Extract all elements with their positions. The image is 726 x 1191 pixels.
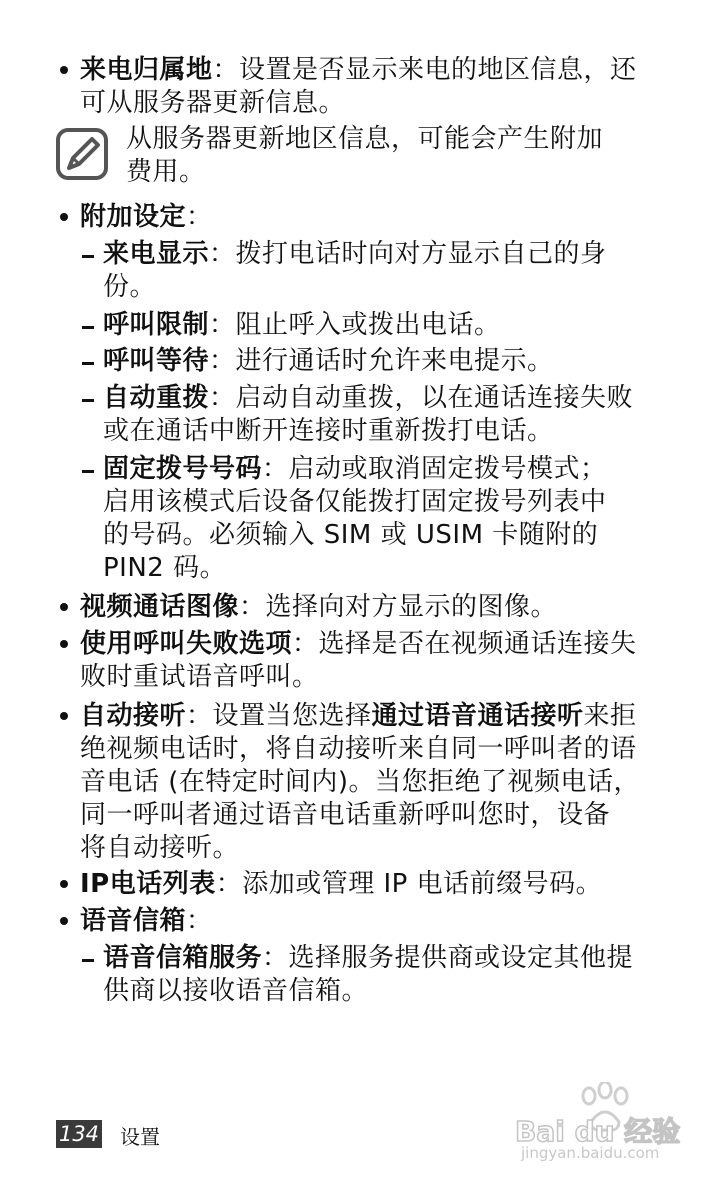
subitem-call-barring xyxy=(103,309,501,342)
note-text: 费用。 xyxy=(126,157,206,187)
watermark-url: jingyan.baidu.com xyxy=(521,1144,660,1162)
item-label: 使用呼叫失败选项 xyxy=(80,629,293,659)
item-text: 同一呼叫者通过语音电话重新呼叫您时，设备 xyxy=(80,800,611,830)
item-text: ：阻止呼入或拨出电话。 xyxy=(209,310,501,340)
bullet xyxy=(60,712,68,720)
bullet xyxy=(60,66,68,74)
item-caller-location xyxy=(80,54,637,120)
item-label: 来电归属地 xyxy=(80,55,213,85)
note-pencil-icon xyxy=(56,128,108,180)
subitem-voicemail-service xyxy=(103,942,633,1008)
item-text: 的号码。必须输入 SIM 或 USIM 卡随附的 xyxy=(103,520,599,550)
note-text: 从服务器更新地区信息，可能会产生附加 xyxy=(126,124,604,154)
note xyxy=(126,123,603,189)
item-text: 音电话 (在特定时间内)。当您拒绝了视频电话， xyxy=(80,767,641,797)
item-text: ： xyxy=(186,202,213,232)
item-text: 供商以接收语音信箱。 xyxy=(103,976,369,1006)
dash-marker xyxy=(82,470,94,473)
subitem-fixed-dialing xyxy=(103,453,607,585)
item-text: PIN2 码。 xyxy=(103,553,227,583)
dash-marker xyxy=(82,959,94,962)
item-label: 来电显示 xyxy=(103,239,210,269)
item-text: 启用该模式后设备仅能拨打固定拨号列表中 xyxy=(103,487,607,517)
item-text: 来拒 xyxy=(583,701,637,731)
item-label: 固定拨号号码 xyxy=(103,454,263,484)
section-label: 设置 xyxy=(120,1125,160,1149)
item-text: ：选择是否在视频通话连接失 xyxy=(292,629,637,659)
bullet xyxy=(60,880,68,888)
dash-marker xyxy=(82,255,94,258)
bullet xyxy=(60,213,68,221)
item-label: 视频通话图像 xyxy=(80,592,240,622)
bullet xyxy=(60,603,68,611)
item-text: ：选择服务提供商或设定其他提 xyxy=(262,943,634,973)
item-text: ：添加或管理 IP 电话前缀号码。 xyxy=(215,869,603,899)
item-label: 附加设定 xyxy=(80,202,187,232)
item-text: 份。 xyxy=(103,272,157,302)
item-text: ：选择向对方显示的图像。 xyxy=(239,592,558,622)
item-text: ：进行通话时允许来电提示。 xyxy=(209,346,554,376)
item-label: 语音信箱 xyxy=(80,906,187,936)
item-additional-settings xyxy=(80,201,213,234)
item-label: 呼叫等待 xyxy=(103,346,210,376)
item-text: 或在通话中断开连接时重新拨打电话。 xyxy=(103,416,554,446)
item-video-call-image xyxy=(80,591,557,624)
watermark-brand: Bai du 经验 xyxy=(515,1115,681,1148)
item-text: 将自动接听。 xyxy=(80,833,240,863)
item-text: ： xyxy=(186,906,213,936)
item-text: ：拨打电话时向对方显示自己的身 xyxy=(209,239,607,269)
item-text: ：启动自动重拨，以在通话连接失败 xyxy=(209,383,634,413)
page-number: 134 xyxy=(56,1120,102,1148)
item-text: ：启动或取消固定拨号模式； xyxy=(262,454,607,484)
dash-marker xyxy=(82,362,94,365)
item-label: 呼叫限制 xyxy=(103,310,210,340)
subitem-caller-id xyxy=(103,238,607,304)
item-label: 语音信箱服务 xyxy=(103,943,263,973)
bullet xyxy=(60,917,68,925)
subitem-auto-redial xyxy=(103,382,633,448)
item-text: 可从服务器更新信息。 xyxy=(80,88,346,118)
item-text: ：设置当您选择 xyxy=(186,701,372,731)
item-label: IP电话列表 xyxy=(80,869,216,899)
item-auto-answer xyxy=(80,700,640,865)
baidu-watermark xyxy=(515,1082,695,1164)
dash-marker xyxy=(82,399,94,402)
inline-option-name: 通过语音通话接听 xyxy=(371,701,584,731)
item-ip-call-list xyxy=(80,868,602,901)
item-label: 自动重拨 xyxy=(103,383,210,413)
item-voicemail xyxy=(80,905,213,938)
item-text: ：设置是否显示来电的地区信息，还 xyxy=(212,55,637,85)
item-label: 自动接听 xyxy=(80,701,187,731)
item-call-fail-options xyxy=(80,628,637,694)
item-text: 绝视频电话时，将自动接听来自同一呼叫者的语 xyxy=(80,734,637,764)
bullet xyxy=(60,640,68,648)
dash-marker xyxy=(82,326,94,329)
subitem-call-waiting xyxy=(103,345,554,378)
item-text: 败时重试语音呼叫。 xyxy=(80,662,319,692)
